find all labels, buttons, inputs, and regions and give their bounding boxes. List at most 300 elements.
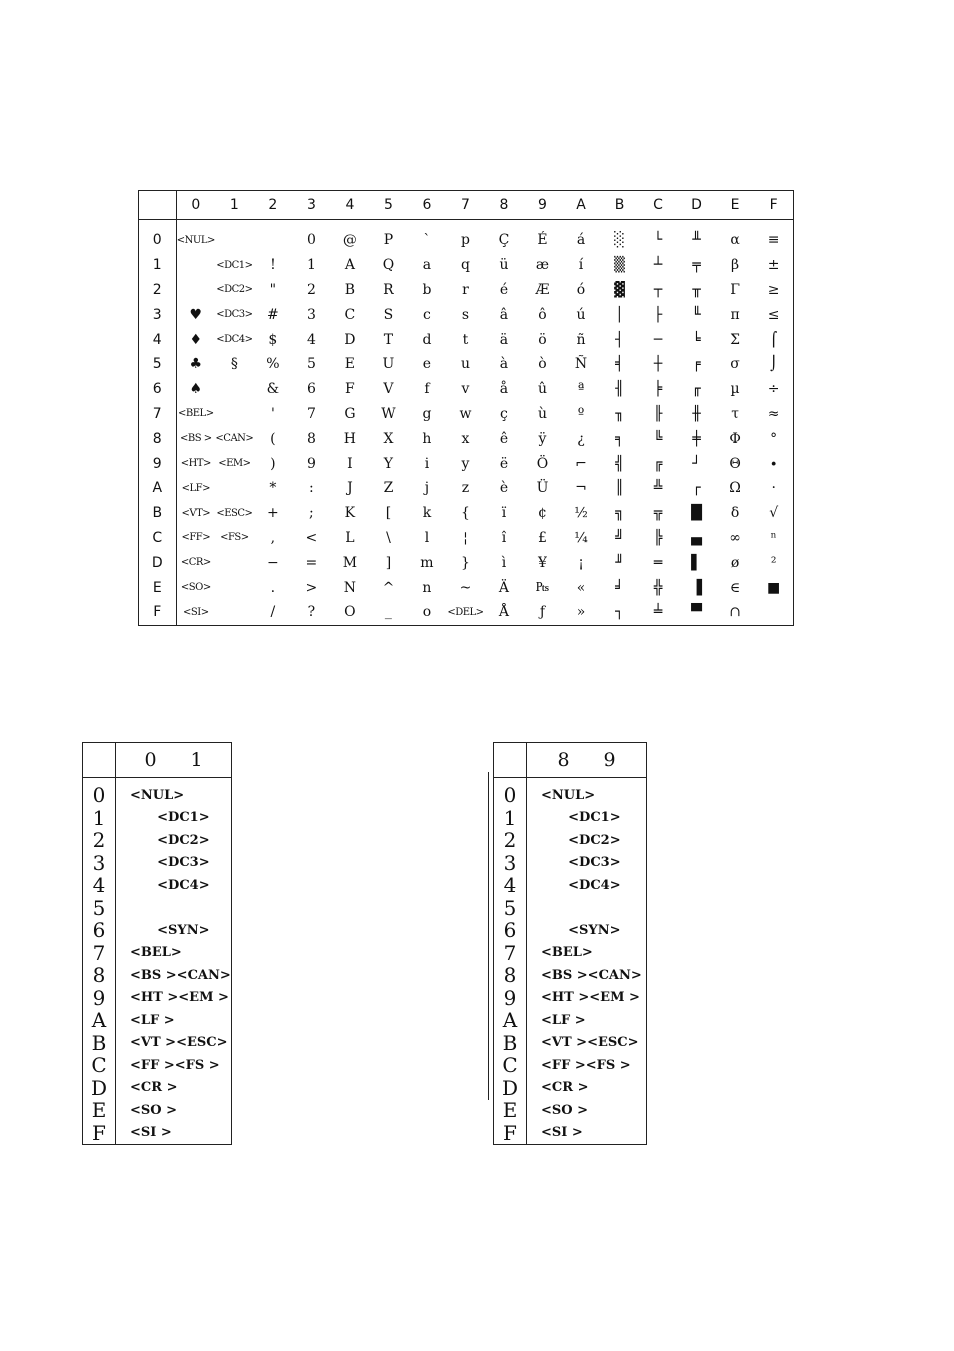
char-cell: Ä	[498, 579, 510, 596]
char-cell: ▓	[614, 281, 625, 298]
char-cell: ♥	[189, 306, 203, 323]
char-cell: <	[305, 529, 318, 546]
table-row	[139, 426, 794, 451]
table-row	[139, 352, 794, 377]
char-cell: º	[577, 405, 585, 422]
row-header: 6	[83, 919, 116, 942]
char-cell: _	[384, 604, 392, 621]
char-cell: ·	[771, 480, 776, 497]
char-cell: ╞	[653, 381, 663, 398]
char-cell: `	[423, 232, 431, 249]
char-cell: o	[422, 604, 432, 621]
char-cell	[754, 600, 793, 625]
table-row	[494, 852, 647, 875]
char-cell: ±	[767, 257, 780, 274]
row-header: D	[83, 1077, 116, 1100]
char-cell: ╬	[653, 579, 663, 596]
char-cell: R	[383, 281, 394, 298]
char-cell: %	[266, 356, 280, 373]
char-cell: V	[383, 381, 394, 398]
char-cell: <DEL>	[447, 606, 484, 618]
control-code: <SYN>	[130, 922, 210, 938]
char-cell: ╘	[692, 331, 701, 348]
table-row	[83, 942, 232, 965]
char-cell: ö	[538, 331, 547, 348]
char-cell: █	[691, 505, 702, 522]
column-header: 9	[603, 749, 616, 771]
control-code: <DC1>	[130, 810, 210, 826]
control-code: <DC4>	[541, 877, 621, 893]
char-cell: ê	[499, 430, 509, 447]
row-header: D	[139, 550, 177, 575]
char-cell: <VT>	[181, 507, 211, 519]
char-cell: D	[344, 331, 356, 348]
row-header: 4	[494, 874, 527, 897]
control-code: <DC3>	[541, 855, 621, 871]
row-header: 7	[494, 942, 527, 965]
char-cell: é	[499, 281, 509, 298]
char-cell: g	[422, 405, 432, 422]
char-cell	[254, 220, 293, 253]
row-header: B	[83, 1032, 116, 1055]
table-row	[83, 1032, 232, 1055]
char-cell: ╝	[615, 529, 624, 546]
char-cell: ╣	[615, 455, 624, 472]
char-cell: <SO>	[180, 582, 211, 594]
char-cell: ╜	[615, 554, 624, 571]
row-header: E	[494, 1099, 527, 1122]
column-header: A	[562, 191, 601, 220]
row-header: 3	[139, 302, 177, 327]
char-cell: µ	[730, 381, 740, 398]
control-code: <LF >	[541, 1012, 586, 1028]
row-header: 2	[83, 829, 116, 852]
char-cell: 2	[306, 281, 316, 298]
char-cell: ╤	[692, 257, 701, 274]
control-code: <DC2>	[130, 832, 210, 848]
control-code: <VT ><ESC>	[541, 1035, 639, 1051]
char-cell: '	[270, 405, 275, 422]
char-cell: 5	[306, 356, 316, 373]
control-code: <NUL>	[541, 787, 596, 803]
char-cell: ╟	[653, 405, 663, 422]
char-cell: ╩	[653, 480, 663, 497]
char-cell: $	[268, 331, 278, 348]
char-cell: ╒	[692, 356, 701, 373]
char-cell: ╙	[692, 306, 701, 323]
char-cell: £	[538, 529, 547, 546]
control-code: <DC2>	[541, 832, 621, 848]
corner-cell	[494, 743, 527, 778]
char-cell: @	[342, 232, 357, 249]
char-cell: [	[385, 505, 392, 522]
char-cell: <DC2>	[216, 284, 253, 296]
char-cell: ò	[538, 356, 547, 373]
char-cell: <BEL>	[178, 408, 214, 420]
char-cell: /	[270, 604, 276, 621]
table-row	[83, 829, 232, 852]
control-code: <VT ><ESC>	[130, 1035, 228, 1051]
char-cell: w	[459, 405, 472, 422]
char-cell: ╧	[653, 604, 663, 621]
char-cell: ≥	[767, 281, 780, 298]
char-cell: ⁿ	[770, 529, 777, 546]
column-headers	[527, 743, 647, 778]
char-cell: ë	[499, 455, 509, 472]
column-header: 2	[254, 191, 293, 220]
corner-cell	[139, 191, 177, 220]
char-cell: M	[342, 554, 358, 571]
char-cell: └	[653, 232, 663, 249]
char-cell: (	[270, 430, 276, 447]
char-cell: ┴	[653, 257, 663, 274]
char-cell: ∈	[729, 579, 741, 596]
char-cell: <DC1>	[216, 259, 253, 271]
char-cell: ø	[730, 554, 740, 571]
char-cell: ]	[385, 554, 392, 571]
char-cell	[215, 550, 254, 575]
char-cell: ╚	[653, 430, 663, 447]
char-cell: t	[462, 331, 469, 348]
column-header: 7	[446, 191, 485, 220]
char-cell: ì	[501, 554, 507, 571]
table-row	[83, 1099, 232, 1122]
char-cell: H	[343, 430, 357, 447]
control-code: <BEL>	[130, 945, 182, 961]
table-row	[494, 942, 647, 965]
char-cell: ▀	[691, 604, 702, 621]
char-cell: i	[424, 455, 430, 472]
char-cell: «	[576, 579, 586, 596]
char-cell: <CR>	[180, 557, 211, 569]
char-cell: ü	[499, 257, 509, 274]
char-cell: ├	[653, 306, 663, 323]
char-cell: }	[461, 554, 470, 571]
table-row	[83, 919, 232, 942]
char-cell: K	[344, 505, 356, 522]
table-row	[494, 1032, 647, 1055]
char-cell: &	[266, 381, 280, 398]
control-code	[116, 897, 232, 920]
char-cell: ∙	[770, 455, 778, 472]
char-cell	[176, 253, 215, 278]
row-header: 4	[139, 327, 177, 352]
header-row	[494, 743, 647, 778]
char-cell: f	[424, 381, 430, 398]
char-cell: C	[344, 306, 356, 323]
char-cell: p	[460, 232, 470, 249]
table-row	[139, 327, 794, 352]
char-cell: ╦	[653, 505, 663, 522]
char-cell: ≡	[767, 232, 780, 249]
table-row	[494, 1009, 647, 1032]
char-cell: Ñ	[574, 356, 588, 373]
table-row	[83, 852, 232, 875]
char-cell: N	[343, 579, 357, 596]
control-code: <LF >	[130, 1012, 175, 1028]
table-row	[83, 987, 232, 1010]
table-row	[139, 451, 794, 476]
row-header: C	[83, 1054, 116, 1077]
char-cell: Q	[382, 257, 395, 274]
char-cell: ∞	[729, 529, 741, 546]
char-cell: ù	[537, 405, 547, 422]
char-cell: L	[345, 529, 355, 546]
row-header: 6	[494, 919, 527, 942]
row-header: F	[83, 1122, 116, 1145]
table-row	[83, 964, 232, 987]
char-cell: á	[576, 232, 586, 249]
char-cell: »	[576, 604, 586, 621]
char-cell: <CAN>	[215, 433, 254, 445]
char-cell: Σ	[730, 331, 741, 348]
row-header: A	[494, 1009, 527, 1032]
char-cell: A	[344, 257, 355, 274]
char-cell: +	[267, 505, 279, 522]
char-cell: ƒ	[539, 604, 546, 621]
char-cell: ÿ	[538, 430, 547, 447]
char-cell: ⌐	[575, 455, 587, 472]
row-header: E	[83, 1099, 116, 1122]
char-cell: 0	[306, 232, 316, 249]
char-cell: í	[578, 257, 584, 274]
char-cell: ┬	[653, 281, 663, 298]
header-row	[139, 191, 794, 220]
char-cell: ┼	[653, 356, 663, 373]
row-header: 7	[83, 942, 116, 965]
char-cell: Γ	[730, 281, 740, 298]
table-row	[494, 1077, 647, 1100]
char-cell: ç	[500, 405, 508, 422]
char-cell: l	[424, 529, 430, 546]
table-row	[139, 220, 794, 253]
char-cell: δ	[730, 505, 740, 522]
control-code: <HT ><EM >	[130, 990, 229, 1006]
row-header: 0	[83, 778, 116, 807]
char-cell: σ	[730, 356, 740, 373]
column-header: D	[677, 191, 716, 220]
char-cell: ─	[653, 331, 663, 348]
char-cell: É	[537, 232, 548, 249]
char-cell: \	[386, 529, 391, 546]
char-cell: −	[267, 554, 279, 571]
char-cell: ª	[577, 381, 585, 398]
char-cell: ▐	[691, 579, 702, 596]
row-header: E	[139, 575, 177, 600]
char-cell: 8	[306, 430, 316, 447]
table-row	[139, 253, 794, 278]
table-row	[83, 807, 232, 830]
char-cell: ~	[459, 579, 472, 596]
row-header: 8	[139, 426, 177, 451]
row-header: 1	[139, 253, 177, 278]
column-header: 3	[292, 191, 331, 220]
char-cell: B	[344, 281, 356, 298]
char-cell: "	[269, 281, 277, 298]
char-cell: u	[460, 356, 470, 373]
char-cell: m	[420, 554, 434, 571]
char-cell: <EM>	[218, 458, 251, 470]
char-cell: τ	[731, 405, 739, 422]
char-cell: ^	[382, 579, 395, 596]
char-cell: ä	[499, 331, 509, 348]
char-cell: c	[423, 306, 431, 323]
char-cell: ï	[501, 505, 507, 522]
row-header: 3	[83, 852, 116, 875]
char-cell: ╓	[692, 381, 701, 398]
char-cell	[215, 220, 254, 253]
char-cell: 6	[306, 381, 316, 398]
char-cell: P	[383, 232, 394, 249]
char-cell: y	[461, 455, 470, 472]
char-cell: 1	[306, 257, 316, 274]
row-header: F	[494, 1122, 527, 1145]
char-cell: ┌	[692, 480, 701, 497]
table-row	[494, 829, 647, 852]
char-cell	[215, 575, 254, 600]
char-cell: ¢	[538, 505, 547, 522]
char-cell: ♣	[189, 356, 203, 373]
table-row	[139, 550, 794, 575]
control-code: <DC4>	[130, 877, 210, 893]
row-header: 1	[494, 807, 527, 830]
column-header: 8	[485, 191, 524, 220]
table-row	[83, 778, 232, 807]
char-cell: F	[345, 381, 355, 398]
char-cell: n	[422, 579, 432, 596]
row-header: 0	[494, 778, 527, 807]
char-cell	[215, 377, 254, 402]
control-code: <SO >	[130, 1102, 178, 1118]
char-cell: ⌠	[770, 331, 778, 348]
char-cell: b	[422, 281, 432, 298]
row-header: 6	[139, 377, 177, 402]
control-code: <FF ><FS >	[130, 1057, 220, 1073]
table-row	[83, 874, 232, 897]
row-header: 8	[83, 964, 116, 987]
char-cell: α	[730, 232, 740, 249]
code-page-table	[138, 190, 794, 626]
char-cell: <HT>	[180, 458, 211, 470]
char-cell: û	[537, 381, 547, 398]
row-header: 0	[139, 220, 177, 253]
column-header: 0	[176, 191, 215, 220]
row-header: 1	[83, 807, 116, 830]
column-header: B	[600, 191, 639, 220]
column-header: 1	[190, 749, 203, 771]
char-cell: ⌡	[770, 356, 778, 373]
char-cell: ╢	[615, 381, 624, 398]
char-cell: æ	[535, 257, 550, 274]
char-cell: Ö	[536, 455, 549, 472]
char-cell: Ω	[729, 480, 741, 497]
char-cell: β	[731, 257, 740, 274]
char-cell: ½	[574, 505, 588, 522]
char-cell: ≤	[767, 306, 780, 323]
char-cell: <BS >	[179, 433, 212, 445]
char-cell: î	[501, 529, 507, 546]
row-header: 2	[139, 278, 177, 303]
table-row	[139, 278, 794, 303]
control-code: <DC3>	[130, 855, 210, 871]
control-code: <HT ><EM >	[541, 990, 640, 1006]
char-cell: ╔	[653, 455, 663, 472]
table-row	[494, 919, 647, 942]
char-cell: ¿	[577, 430, 585, 447]
table-row	[494, 1122, 647, 1145]
table-row	[494, 1099, 647, 1122]
char-cell: ╫	[692, 405, 701, 422]
char-cell: ¼	[574, 529, 588, 546]
control-code: <NUL>	[130, 787, 185, 803]
char-cell: ═	[653, 554, 663, 571]
control-code: <BS ><CAN>	[130, 967, 231, 983]
char-cell	[215, 600, 254, 625]
char-cell: ┤	[615, 331, 624, 348]
control-code: <SI >	[541, 1125, 583, 1141]
char-cell: .	[270, 579, 276, 596]
table-row	[139, 476, 794, 501]
char-cell: ô	[538, 306, 547, 323]
char-cell: v	[461, 381, 470, 398]
char-cell: ¬	[575, 480, 587, 497]
char-cell: ¡	[578, 554, 584, 571]
char-cell	[176, 278, 215, 303]
table-row	[494, 807, 647, 830]
control-code: <BEL>	[541, 945, 593, 961]
char-cell: ┐	[615, 604, 624, 621]
column-headers	[116, 743, 232, 778]
char-cell: ▌	[691, 554, 702, 571]
control-codes-table-01	[82, 742, 232, 1145]
row-header: B	[139, 501, 177, 526]
char-cell: ²	[770, 554, 777, 571]
control-codes-table-89	[493, 742, 647, 1145]
column-header: 0	[144, 749, 157, 771]
column-header: 1	[215, 191, 254, 220]
char-cell: T	[383, 331, 394, 348]
char-cell: ♠	[189, 381, 203, 398]
row-header: A	[139, 476, 177, 501]
char-cell: x	[461, 430, 470, 447]
control-code: <BS ><CAN>	[541, 967, 642, 983]
table-row	[494, 778, 647, 807]
column-header: C	[639, 191, 678, 220]
char-cell: j	[424, 480, 430, 497]
row-header: 9	[139, 451, 177, 476]
table-row	[494, 987, 647, 1010]
char-cell: │	[615, 306, 624, 323]
char-cell: S	[383, 306, 394, 323]
table-row	[83, 897, 232, 920]
char-cell: ╪	[692, 430, 701, 447]
char-cell: ╛	[615, 579, 624, 596]
table-row	[83, 1054, 232, 1077]
char-cell: :	[309, 480, 314, 497]
char-cell: <FS>	[220, 532, 249, 544]
char-cell: =	[305, 554, 318, 571]
table-row	[494, 1054, 647, 1077]
char-cell: )	[270, 455, 276, 472]
control-code: <SO >	[541, 1102, 589, 1118]
char-cell: ╥	[692, 281, 701, 298]
corner-cell	[83, 743, 116, 778]
table-row	[139, 302, 794, 327]
column-header: 5	[369, 191, 408, 220]
char-cell: <SI>	[183, 606, 209, 618]
char-cell: ╕	[615, 430, 624, 447]
char-cell: <FF>	[181, 532, 211, 544]
